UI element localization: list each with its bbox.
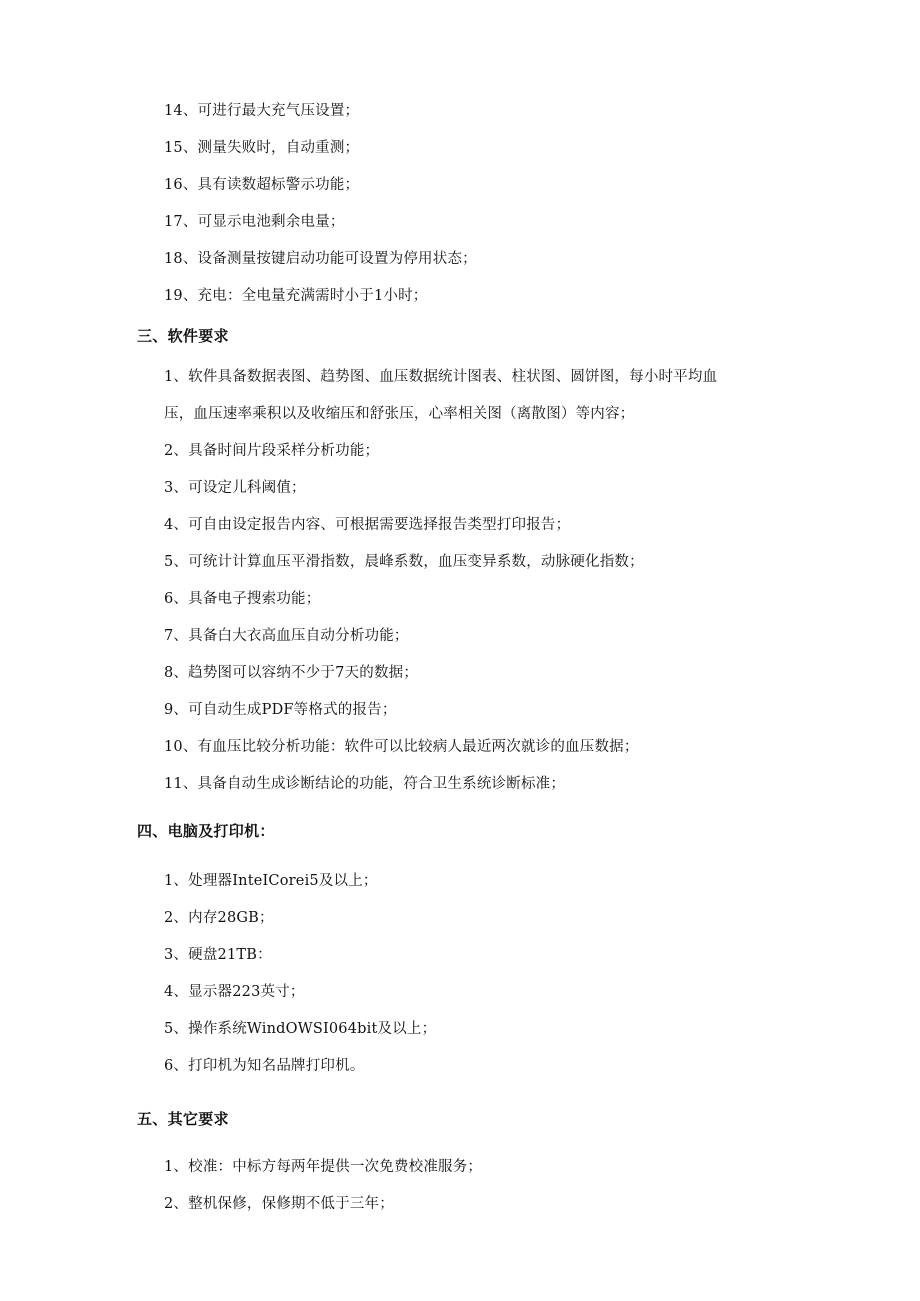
list-item: 18、设备测量按键启动功能可设置为停用状态；	[164, 251, 477, 267]
section-heading-other: 五、其它要求	[137, 1110, 229, 1128]
list-item: 2、具备时间片段采样分析功能；	[164, 443, 380, 459]
list-item: 6、打印机为知名品牌打印机。	[164, 1058, 365, 1074]
list-item: 2、整机保修，保修期不低于三年；	[164, 1196, 394, 1212]
list-item: 8、趋势图可以容纳不少于7天的数据；	[164, 665, 419, 681]
list-item: 7、具备白大衣高血压自动分析功能；	[164, 628, 409, 644]
list-item: 5、操作系统WindOWSI064bit及以上；	[164, 1021, 437, 1037]
list-item: 11、具备自动生成诊断结论的功能，符合卫生系统诊断标准；	[164, 776, 566, 792]
list-item: 15、测量失败时，自动重测；	[164, 140, 360, 156]
list-item: 1、软件具备数据表图、趋势图、血压数据统计图表、柱状图、圆饼图，每小时平均血	[164, 369, 718, 385]
list-item: 4、可自由设定报告内容、可根据需要选择报告类型打印报告；	[164, 517, 571, 533]
list-item: 9、可自动生成PDF等格式的报告；	[164, 702, 397, 718]
list-item-continuation: 压，血压速率乘积以及收缩压和舒张压，心率相关图（离散图）等内容；	[164, 406, 635, 422]
list-item: 1、校准：中标方每两年提供一次免费校准服务；	[164, 1159, 483, 1175]
list-item: 1、处理器InteICorei5及以上；	[164, 873, 378, 889]
section-heading-computer: 四、电脑及打印机：	[137, 822, 275, 840]
list-item: 5、可统计计算血压平滑指数，晨峰系数，血压变异系数，动脉硬化指数；	[164, 554, 644, 570]
list-item: 10、有血压比较分析功能：软件可以比较病人最近两次就诊的血压数据；	[164, 739, 639, 755]
list-item: 17、可显示电池剩余电量；	[164, 214, 345, 230]
list-item: 16、具有读数超标警示功能；	[164, 177, 360, 193]
list-item: 6、具备电子搜索功能；	[164, 591, 321, 607]
list-item: 19、充电：全电量充满需时小于1小时；	[164, 288, 428, 304]
list-item: 4、显示器223英寸；	[164, 984, 305, 1000]
list-item: 3、可设定儿科阈值；	[164, 480, 306, 496]
section-heading-software: 三、软件要求	[137, 327, 229, 345]
list-item: 2、内存28GB；	[164, 910, 274, 926]
list-item: 3、硬盘21TB：	[164, 947, 272, 963]
list-item: 14、可进行最大充气压设置；	[164, 103, 360, 119]
